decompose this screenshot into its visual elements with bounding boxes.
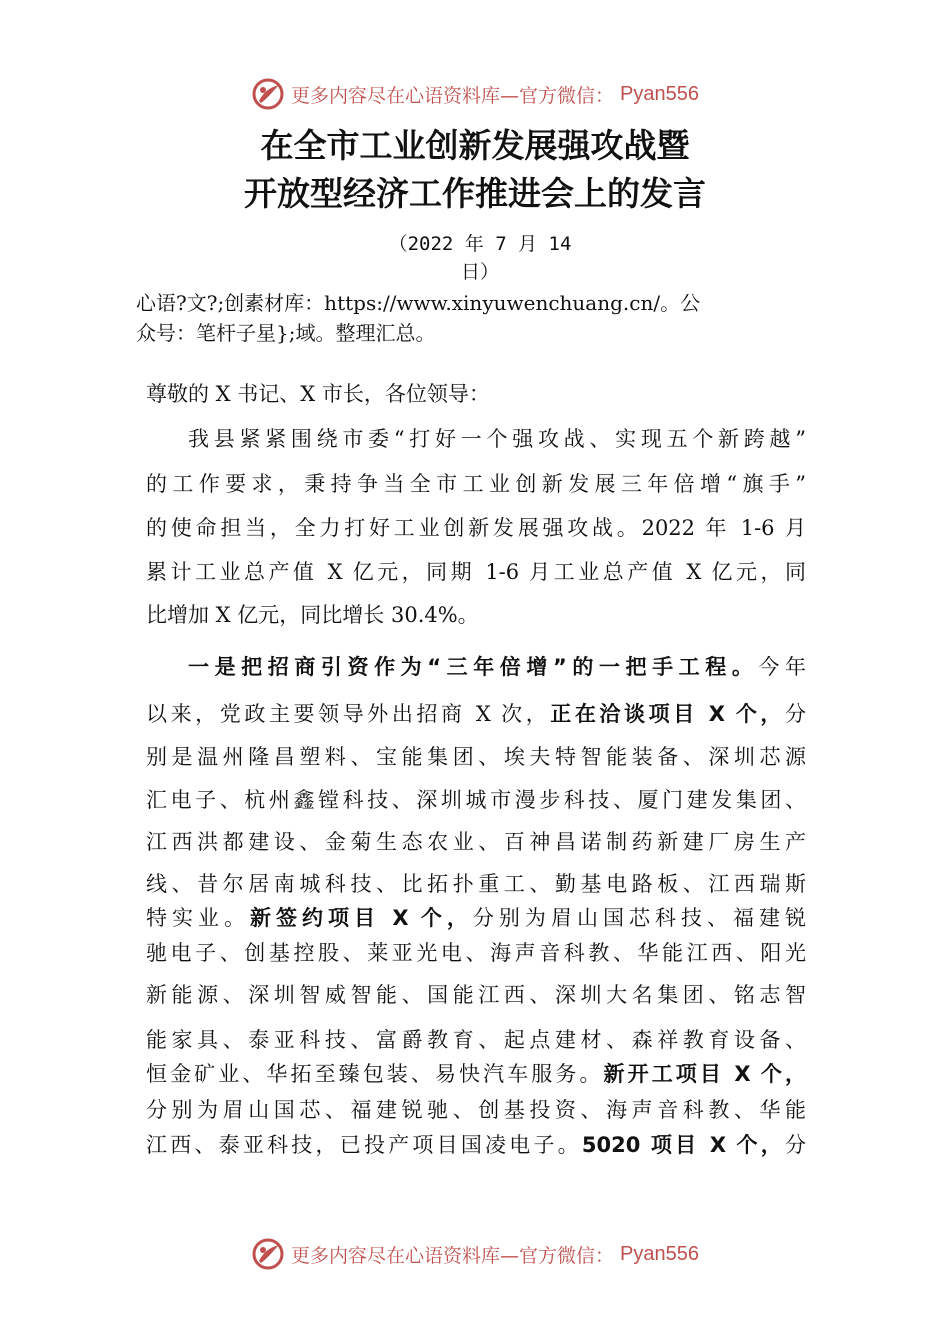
para2-line: 一是把招商引资作为“三年倍增”的一把手工程。今年 [188, 655, 807, 679]
watermark-text: 更多内容尽在心语资料库—官方微信： [291, 84, 615, 107]
para2-line: 分别为眉山国芯、福建锐驰、创基投资、海声音科教、华能 [146, 1098, 806, 1122]
para2-line: 以来，党政主要领导外出招商 X 次，正在洽谈项目 X 个，分 [146, 702, 806, 726]
doc-date-line-2: 日） [460, 261, 499, 283]
footer-watermark [0, 1234, 950, 1274]
watermark-handle: Pyan556 [620, 1242, 699, 1265]
para2-line: 江西洪都建设、金菊生态农业、百神昌诺制药新建厂房生产 [146, 830, 806, 854]
doc-title-line-1: 在全市工业创新发展强攻战暨 [260, 126, 690, 165]
logo-icon [251, 77, 285, 111]
source-line-1: 心语?文?;创素材库：https://www.xinyuwenchuang.cn/。公 [136, 291, 701, 315]
para1-line: 累计工业总产值 X 亿元，同期 1-6 月工业总产值 X 亿元，同 [146, 560, 806, 584]
para1-line: 的工作要求，秉持争当全市工业创新发展三年倍增“旗手” [146, 472, 806, 496]
para2-line: 能家具、泰亚科技、富爵教育、起点建材、森祥教育设备、 [146, 1028, 806, 1052]
para2-line: 线、昔尔居南城科技、比拓扑重工、勤基电路板、江西瑞斯 [146, 872, 806, 896]
header-watermark [0, 74, 950, 114]
para2-line: 恒金矿业、华拓至臻包装、易快汽车服务。新开工项目 X 个， [146, 1062, 807, 1086]
logo-icon [251, 1237, 285, 1271]
para2-line: 特实业。新签约项目 X 个，分别为眉山国芯科技、福建锐 [146, 906, 807, 930]
watermark-handle: Pyan556 [620, 82, 699, 105]
source-line-2: 众号：笔杆子星};域。整理汇总。 [136, 321, 436, 345]
para1-line: 的使命担当，全力打好工业创新发展强攻战。2022 年 1-6 月 [146, 516, 806, 540]
bold-phrase: 新签约项目 X 个， [250, 906, 473, 930]
bold-phrase: 5020 项目 X 个， [581, 1133, 785, 1157]
watermark-text: 更多内容尽在心语资料库—官方微信： [291, 1244, 615, 1267]
doc-title-line-2: 开放型经济工作推进会上的发言 [244, 174, 706, 213]
bold-phrase: 新开工项目 X 个， [603, 1062, 807, 1086]
salutation: 尊敬的 X 书记、X 市长，各位领导： [146, 382, 490, 406]
para2-line: 汇电子、杭州鑫镗科技、深圳城市漫步科技、厦门建发集团、 [146, 788, 806, 812]
para2-line: 别是温州隆昌塑料、宝能集团、埃夫特智能装备、深圳芯源 [146, 745, 806, 769]
para1-line: 比增加 X 亿元，同比增长 30.4%。 [146, 603, 479, 627]
source-note [136, 288, 816, 348]
para2-line: 驰电子、创基控股、莱亚光电、海声音科教、华能江西、阳光 [146, 941, 806, 965]
para2-line: 新能源、深圳智威智能、国能江西、深圳大名集团、铭志智 [146, 983, 806, 1007]
para1-line: 我县紧紧围绕市委“打好一个强攻战、实现五个新跨越” [188, 427, 806, 451]
para2-line: 江西、泰亚科技，已投产项目国凌电子。5020 项目 X 个，分 [146, 1133, 806, 1157]
doc-date-line-1: （2022 年 7 月 14 [388, 233, 572, 255]
para2-heading-bold: 一是把招商引资作为“三年倍增”的一把手工程。 [188, 655, 759, 679]
bold-phrase: 正在洽谈项目 X 个， [550, 702, 785, 726]
